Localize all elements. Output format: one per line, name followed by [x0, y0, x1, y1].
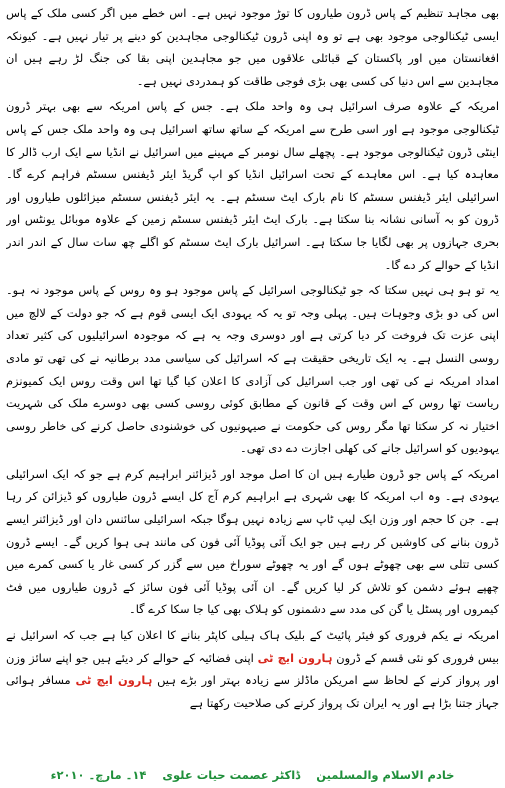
paragraph-5	[6, 624, 499, 714]
footer-date: ۱۴۔ مارچ۔ ۲۰۱۰ء	[50, 768, 147, 782]
article-body	[6, 2, 499, 714]
paragraph-5-text-c: مسافر ہوائی جہاز جتنا بڑا ہے اور یہ ایران تک پرواز کرنے کی صلاحیت رکھتا ہے	[6, 673, 499, 710]
footer-organization: خادم الاسلام والمسلمین	[316, 768, 455, 782]
highlight-drone-name-1: ہارون ایچ ٹی	[257, 650, 333, 665]
paragraph-5-text-a: امریکہ نے یکم فروری کو فیئر پائیٹ کے بلیک ہاک ہیلی کاپٹر بنانے کا اعلان کیا ہے جب کہ اسرائیل نے بیس فروری کو نئی قسم کے ڈرون	[6, 628, 499, 665]
paragraph-5-text-b: اپنی فضائیہ کے حوالے کر دیئے ہیں جو اپنے سائز وزن اور پرواز کرنے کے لحاظ سے امریکن ماڈلز سے زیادہ بہتر اور بڑے ہیں	[6, 650, 499, 688]
paragraph-4: امریکہ کے پاس جو ڈرون طیارے ہیں ان کا اصل موجد اور ڈیزائنر ابراہیم کرم ہے جو کہ ایک اسرائیلی یہودی ہے۔ وہ اب امریکہ کا بھی شہری ہے ابراہیم کرم آج کل ایسے ڈرون طیاروں کو ڈیزائن کر رہا ہے۔ جن کا حجم اور وزن ایک لیپ ٹاپ سے زیادہ نہیں ہوگا جبکہ اسرائیلی سائنس دان اور ڈیزائنر ایسے ڈرون بنانے کی کاوشیں کر رہے ہیں جو ایک آئی پوڈیا آئی فون کی مانند ہی ہوا کریں گے۔ ایسے ڈرون کسی تتلی سے بھی چھوٹے ہوں گے اور یہ چھوٹے سوراخ میں سے گزر کر کسی غار یا کسی کمرے میں چھپے ہوئے دشمن کو تلاش کر لیا کریں گے۔ ان آئی پوڈیا آئی فون سائز کے ڈرون طیاروں میں فٹ کیمروں اور پسٹل یا گن کی مدد سے دشمنوں کو ہلاک بھی کیا جا سکا کرے گا۔	[6, 466, 499, 617]
footer-author: ڈاکٹر عصمت حیات علوی	[162, 768, 301, 782]
signature-footer	[6, 768, 499, 782]
document-page	[6, 2, 499, 786]
paragraph-2: امریکہ کے علاوہ صرف اسرائیل ہی وہ واحد ملک ہے۔ جس کے پاس امریکہ سے بھی بہتر ڈرون ٹیکنالوجی موجود ہے اور اسی طرح سے امریکہ کے ساتھ ساتھ اسرائیل ہی وہ واحد ملک جس کے پاس اینٹی ڈرون ٹیکنالوجی موجود ہے۔ پچھلے سال نومبر کے مہینے میں اسرائیل نے انڈیا سے ایک ارب ڈالر کا معاہدہ کیا ہے۔ اس معاہدے کے تحت اسرائیل انڈیا کو اپ گریڈ ایئر ڈیفنس سسٹم فراہم کرے گا۔ اسرائیلی ایئر ڈیفنس سسٹم کا نام بارک ایٹ سسٹم ہے۔ یہ ایئر ڈیفنس سسٹم میزائلوں طیاروں اور ڈرون کو بہ آسانی نشانہ بنا سکتا ہے۔ بارک ایٹ ایئر ڈیفنس سسٹم زمین کے علاوہ موبائل یونٹس اور بحری جہازوں پر بھی لگایا جا سکتا ہے۔ اسرائیل بارک ایٹ سسٹم کو اگلے چھ سات سال کے اندر اندر انڈیا کے حوالے کر دے گا۔	[6, 99, 499, 272]
highlight-drone-name-2: ہارون ایچ ٹی	[75, 673, 153, 688]
paragraph-3: یہ تو ہو ہی نہیں سکتا کہ جو ٹیکنالوجی اسرائیل کے پاس موجود ہو وہ روس کے پاس موجود نہ ہو۔ اس کی دو بڑی وجوہات ہیں۔ پہلی وجہ تو یہ کہ یہودی ایک ایسی قوم ہے کہ جو دولت کے لالچ میں اپنی عزت تک فروخت کر دیا کرتی ہے اور دوسری وجہ یہ ہے کہ موجودہ اسرائیلیوں کی کثیر تعداد روسی النسل ہے۔ یہ ایک تاریخی حقیقت ہے کہ اسرائیل کی سیاسی مدد برطانیہ نے کی تھی تو مادی امداد امریکہ نے کی تھی اور جب اسرائیل کی آزادی کا اعلان کیا گیا تھا اس وقت روس ایک کمیونزم ریاست تھا روس کے اس وقت کے قانون کے مطابق کوئی روسی کسی بھی دوسرے ملک کی شہریت اختیار نہ کر سکتا تھا مگر روس کی حکومت نے صیہونیوں کی خوشنودی حاصل کرنے کی خاطر روسی یہودیوں کو اسرائیل جانے کی کھلی اجازت دے دی تھی۔	[6, 283, 499, 456]
paragraph-1: بھی مجاہد تنظیم کے پاس ڈرون طیاروں کا توڑ موجود نہیں ہے۔ اس خطے میں اگر کسی ملک کے پاس ایسی ٹیکنالوجی موجود بھی ہے تو وہ اپنی ڈرون ٹیکنالوجی مجاہدین کو دینے پر تیار نہیں ہے۔ کیونکہ افغانستان میں اور پاکستان کے قبائلی علاقوں میں جو مجاہدین اپنی بقا کی جنگ لڑ رہے ہیں ان مجاہدین سے اس دنیا کی کسی بھی بڑی فوجی طاقت کو ہمدردی نہیں ہے۔	[6, 6, 499, 88]
